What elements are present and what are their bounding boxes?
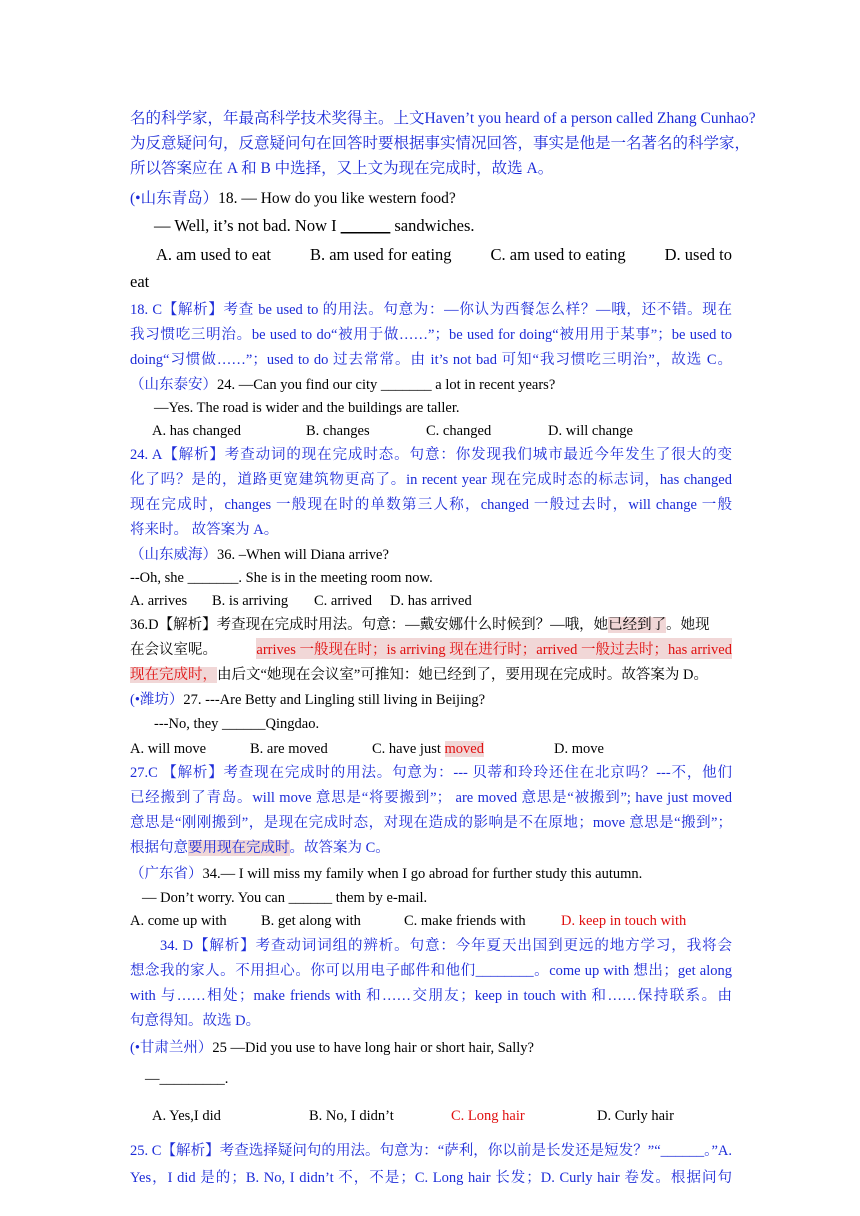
text-line: 18. C【解析】考查 be used to 的用法。句意为：—你认为西餐怎么样？—哦，还不错。现在 [130,302,732,318]
options-27 [130,741,732,758]
answer-blank: ______ [340,216,391,235]
text-line: 已经搬到了青岛。will move 意思是“将要搬到”； are moved 意思是“被搬到”; have just moved [130,790,732,806]
source-label: (•潍坊） [130,692,184,708]
text-line: Yes，I did 是的；B. No, I didn’t 不，不是；C. Long hair 长发；D. Curly hair 卷发。根据问句 [130,1170,732,1186]
question-text: 25 —Did you use to have long hair or short hair, Sally? [212,1040,534,1056]
text-line: 现在完成时，changes 一般现在时的单数第三人称，changed 一般过去时，will change 一般 [130,497,732,513]
text-line: 化了吗？是的，道路更宽建筑物更高了。in recent year 现在完成时态的标志词，has changed [130,472,732,488]
analysis-24 [130,443,732,539]
option-b: B. are moved [250,741,328,757]
source-label: （广东省） [130,866,203,882]
question-18 [130,186,732,292]
options-24 [130,423,732,440]
question-line: --Oh, she _______. She is in the meeting room now. [130,570,433,586]
text-segment: 在会议室呢。 [130,642,217,658]
text-line: doing“习惯做……”；used to do 过去常常。由 it’s not bad 可知“我习惯吃三明治”，故选 C。 [130,352,732,368]
analysis-36 [130,613,732,684]
option-d: D. will change [548,423,633,439]
question-line: —_________. [145,1071,229,1087]
document-page [130,106,756,1187]
text-line: 27.C 【解析】考查现在完成时的用法。句意为：--- 贝蒂和玲玲还住在北京吗？---不，他们 [130,765,732,781]
option-b: B. is arriving [212,593,289,609]
question-text: 36. –When will Diana arrive? [217,547,389,563]
text-line: 24. A【解析】考查动词的现在完成时态。句意：你发现我们城市最近今年发生了很大的变 [130,447,732,463]
option-c: C. changed [426,423,492,439]
options-34 [130,913,732,930]
option-a: A. come up with [130,913,227,929]
question-line: — Don’t worry. You can ______ them by e-mail. [142,890,428,906]
text-line: 句意得知。故选 D。 [130,1013,261,1029]
option-b: B. am used for eating [309,245,452,264]
option-b: B. changes [306,423,370,439]
option-d: D. Curly hair [597,1108,674,1124]
option-a: A. has changed [152,423,241,439]
analysis-27 [130,761,732,857]
question-line: ---No, they ______Qingdao. [154,716,320,732]
question-24 [130,373,732,440]
options-18 [130,245,732,265]
text-line: 34. D【解析】考查动词词组的辨析。句意：今年夏天出国到更远的地方学习，我将会 [160,938,732,954]
option-a: A. arrives [130,593,188,609]
analysis-25 [130,1139,732,1187]
source-label: （山东泰安） [130,377,217,393]
question-text: 18. — How do you like western food? [218,190,456,207]
text-segment: 根据句意 [130,840,188,856]
question-line: —Yes. The road is wider and the buildings are taller. [154,400,460,416]
option-a: A. am used to eat [156,245,272,264]
highlighted-text: 现在完成时， [130,667,217,683]
question-27 [130,688,732,758]
option-wrap: eat [130,272,150,291]
options-25 [130,1108,732,1125]
analysis-17-end [130,106,756,178]
option-b: B. No, I didn’t [309,1108,394,1124]
option-d: D. move [554,741,604,757]
text-line: 名的科学家，年最高科学技术奖得主。上文Haven’t you heard of a person called Zhang Cunhao? [130,110,756,127]
question-text: 24. —Can you find our city _______ a lot in recent years? [217,377,556,393]
text-line: 想念我的家人。不用担心。你可以用电子邮件和他们________。come up with 想出；get along [130,963,732,979]
question-line: — Well, it’s not bad. Now I [154,216,337,235]
highlighted-text: 已经到了 [608,617,667,633]
text-line: 将来时。 故答案为 A。 [130,522,279,538]
options-36 [130,593,732,610]
text-line: 我习惯吃三明治。be used to do“被用于做……”；be used for doing“被用用于某事”；be used to [130,327,732,343]
question-25 [130,1036,732,1125]
option-c: C. am used to eating [490,245,626,264]
highlighted-text: 要用现在完成时 [188,840,290,856]
analysis-34 [130,934,732,1030]
question-text: 34.— I will miss my family when I go abroad for further study this autumn. [202,866,643,882]
source-label: (•山东青岛） [130,190,219,207]
option-c: C. make friends with [404,913,526,929]
highlighted-text: arrives 一般现在时；is arriving 现在进行时；arrived 一般过去时；has arrived [256,638,732,659]
text-line: with 与……相处；make friends with 和……交朋友；keep in touch with 和……保持联系。由 [130,988,732,1004]
option-a: A. will move [130,741,207,757]
text-segment: 由后文“她现在会议室”可推知：她已经到了，要用现在完成时。故答案为 D。 [217,667,708,683]
analysis-18 [130,298,732,369]
text-segment: 。她现 [666,617,710,633]
question-34 [130,862,732,930]
question-text: 27. ---Are Betty and Lingling still living in Beijing? [183,692,486,708]
option-a: A. Yes,I did [152,1108,221,1124]
option-c: C. Long hair [451,1108,525,1124]
text-line: 25. C【解析】考查选择疑问句的用法。句意为：“萨利，你以前是长发还是短发？”“______。”A. [130,1143,732,1159]
text-segment: 36.D【解析】考查现在完成时用法。句意：—戴安娜什么时候到？—哦，她 [130,617,609,633]
text-line: 所以答案应在 A 和 B 中选择，又上文为现在完成时，故选 A。 [130,160,554,177]
text-segment: 。故答案为 C。 [289,840,390,856]
option-c: C. arrived [314,593,372,609]
question-36 [130,543,732,610]
option-d: D. used to [664,245,732,264]
highlighted-text: moved [444,741,484,757]
source-label: (•甘肃兰州） [130,1040,213,1056]
text-line: 意思是“刚刚搬到”，是现在完成时态，对现在造成的影响是不在原地；move 意思是“搬到”； [130,815,732,831]
text-line: 为反意疑问句，反意疑问句在回答时要根据事实情况回答，事实是他是一名著名的科学家， [130,135,751,152]
option-d: D. keep in touch with [561,913,687,929]
option-c: C. have just [372,741,445,757]
option-b: B. get along with [261,913,361,929]
option-d: D. has arrived [390,593,472,609]
source-label: （山东威海） [130,547,217,563]
question-line: sandwiches. [394,216,475,235]
